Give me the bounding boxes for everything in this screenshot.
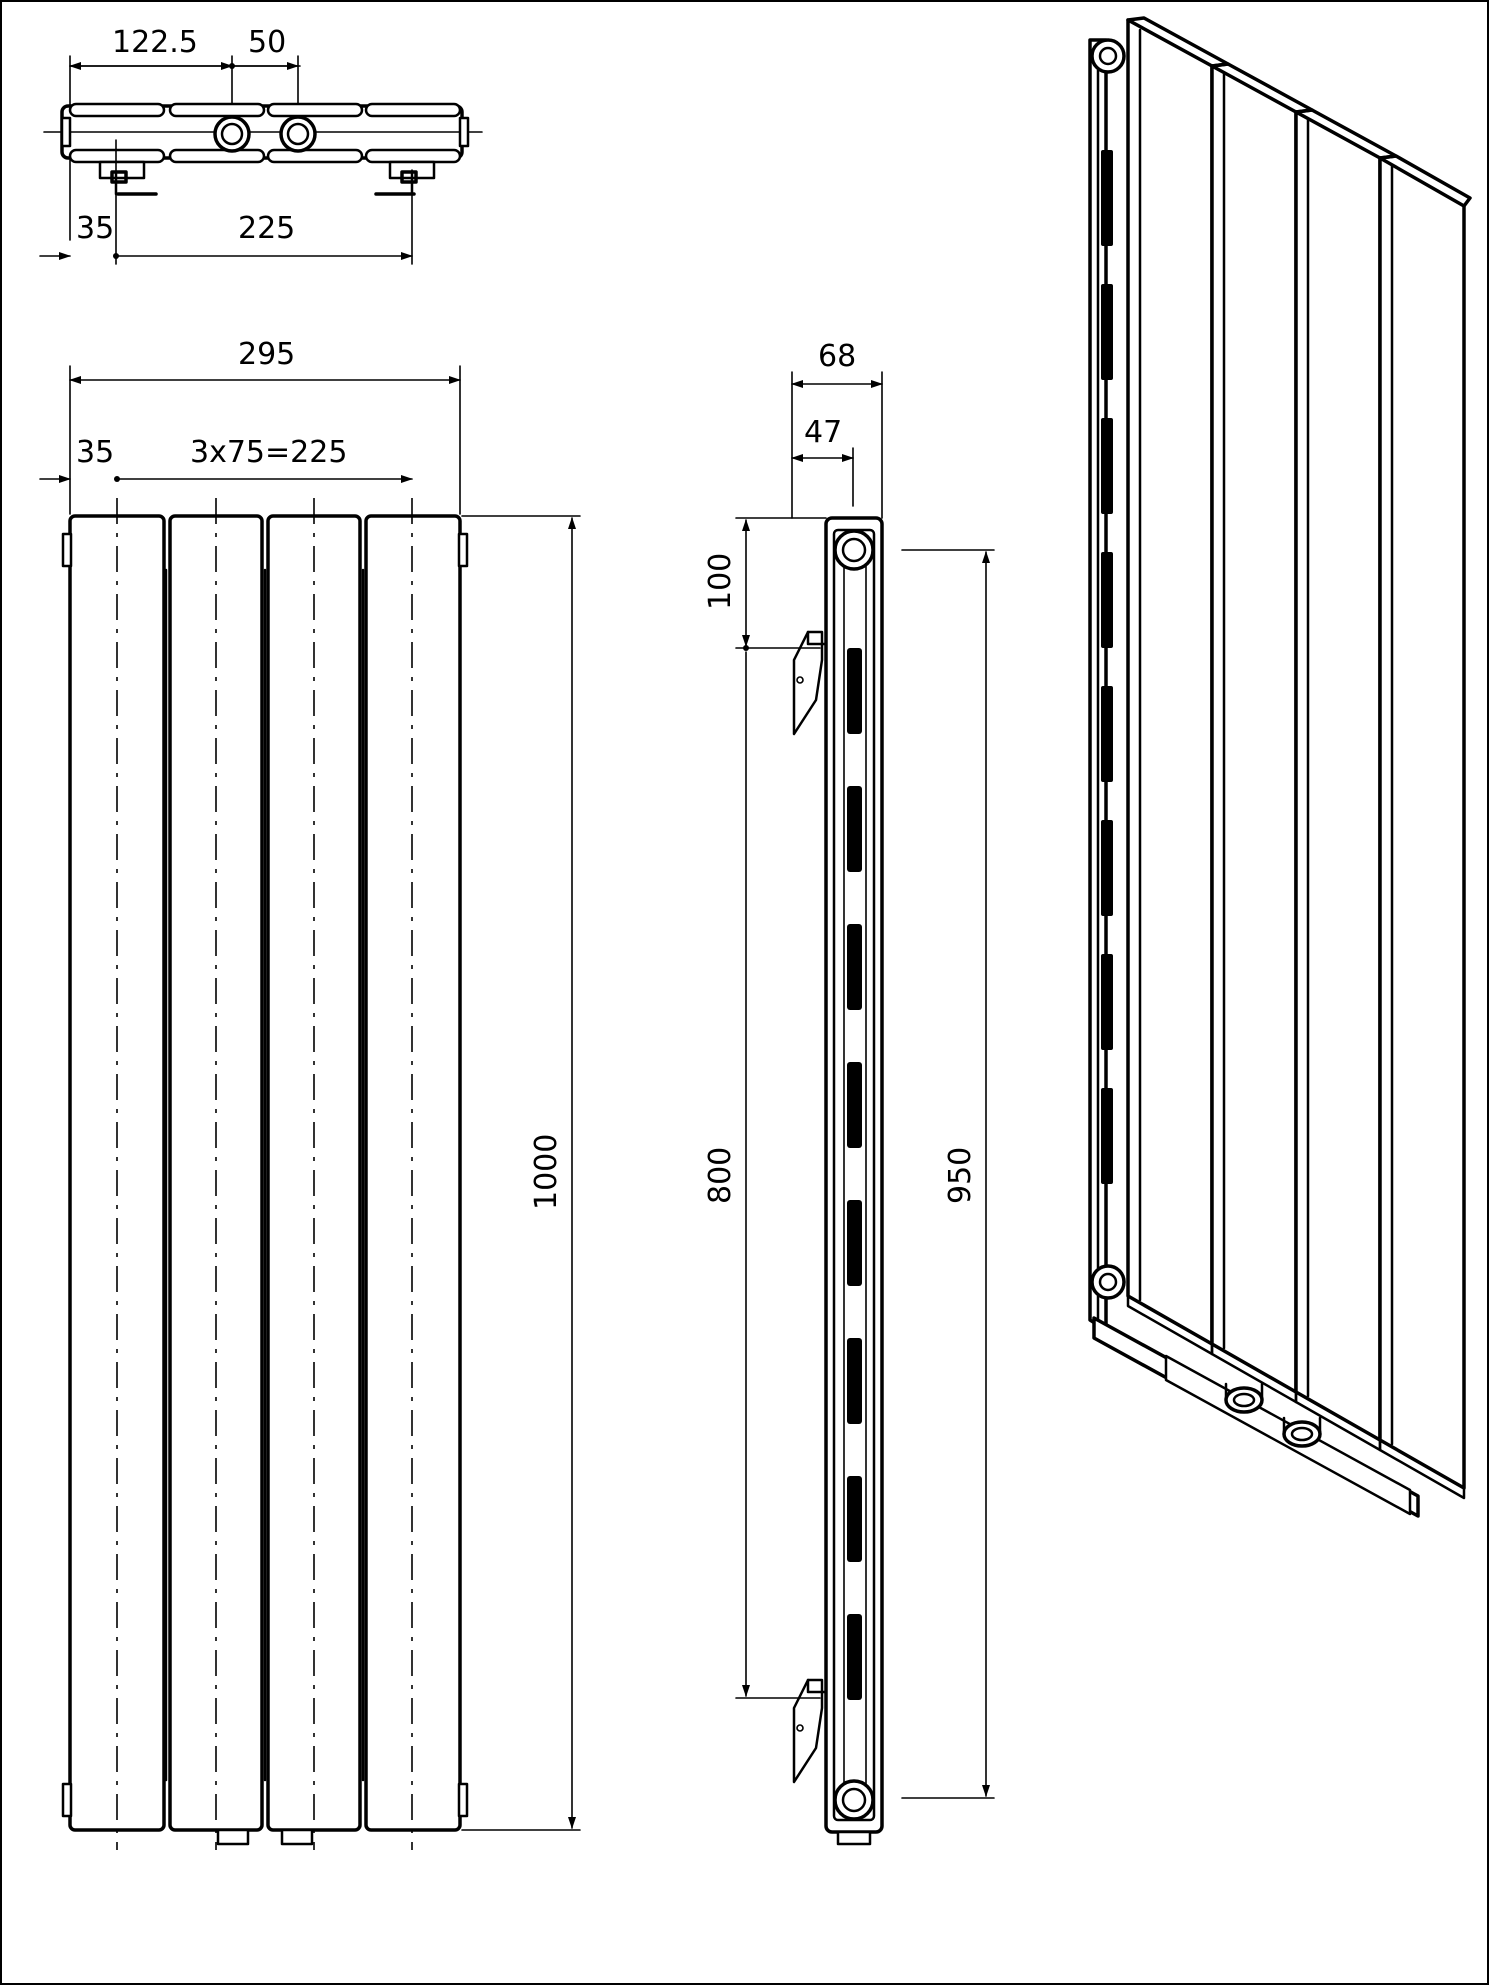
side-view <box>703 339 994 1844</box>
side-dim-68: 68 <box>818 339 857 374</box>
front-dim-295: 295 <box>238 337 296 372</box>
top-dim-225: 225 <box>238 211 296 246</box>
iso-view <box>1090 18 1470 1516</box>
front-view <box>40 337 580 1850</box>
top-bracket-left <box>100 162 156 194</box>
front-dim-35: 35 <box>76 435 115 470</box>
iso-connection-1 <box>1226 1384 1262 1412</box>
iso-connection-2 <box>1284 1418 1320 1446</box>
iso-panel-1 <box>1128 20 1212 1354</box>
front-panel-4 <box>366 516 460 1830</box>
side-dim-47: 47 <box>804 415 843 450</box>
top-bracket-right <box>376 162 434 194</box>
side-dim-950: 950 <box>943 1146 978 1204</box>
side-dim-800: 800 <box>703 1146 738 1204</box>
top-dim-122-5: 122.5 <box>112 25 198 60</box>
front-dim-3x75: 3x75=225 <box>190 435 348 470</box>
top-dim-35: 35 <box>76 211 115 246</box>
top-dim-50: 50 <box>248 25 287 60</box>
iso-panel-3 <box>1296 112 1380 1450</box>
top-view <box>40 25 482 264</box>
side-bracket-bottom <box>794 1680 826 1782</box>
iso-panel-2 <box>1212 66 1296 1402</box>
front-dim-1000: 1000 <box>529 1133 564 1210</box>
side-dim-100: 100 <box>703 552 738 610</box>
